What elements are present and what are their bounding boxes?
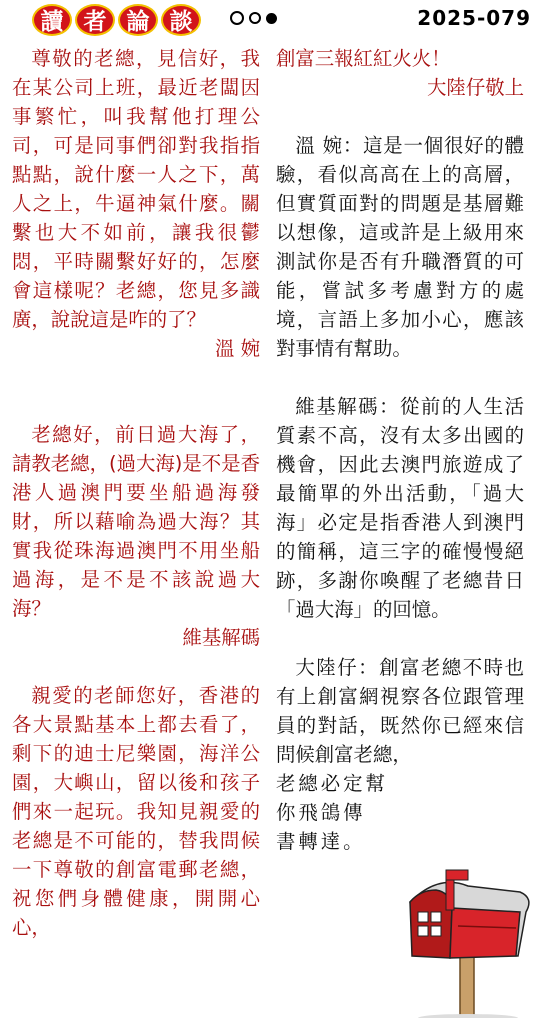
reply-2-label: 維基解碼：: [295, 395, 400, 418]
circle-outline-icon: [230, 11, 244, 25]
letter-3-continued: 創富三報紅紅火火！: [276, 47, 451, 70]
column-title-badges: [32, 4, 201, 36]
reply-3: [276, 653, 524, 769]
reply-1-label: 溫 婉：: [295, 134, 364, 157]
reply-3-tail-line: 老總必定幫: [276, 772, 388, 795]
reply-2: [276, 392, 524, 624]
title-badge-1: 讀: [32, 4, 72, 36]
column-header: [0, 0, 545, 40]
letter-2-text: 老總好，前日過大海了，請教老總，(過大海)是不是香港人過澳門要坐船過海發財，所以藉喻為過大海？其實我從珠海過澳門不用坐船過海，是不是不該說過大海？: [12, 423, 260, 620]
spacer: [276, 102, 524, 131]
letter-2-signature: 維基解碼: [182, 626, 260, 649]
mailbox-icon: [398, 868, 538, 1018]
decorative-dots: [230, 11, 277, 25]
letter-1-signature: 溫 婉: [215, 337, 260, 360]
issue-number: 2025-079: [417, 6, 531, 30]
reply-1: [276, 131, 524, 363]
reply-1-text: 這是一個很好的體驗，看似高高在上的高層，但實質面對的問題是基層難以想像，這或許是上級用來測試你是否有升職潛質的可能，嘗試多考慮對方的處境，言語上多加小心，應該對事情有幫助。: [276, 134, 525, 360]
circle-filled-icon: [266, 13, 277, 24]
reply-3-tail: [276, 769, 402, 856]
reply-3-tail-line: 你飛鴿傳: [276, 801, 366, 824]
letter-1-text: 尊敬的老總，見信好，我在某公司上班，最近老闆因事繁忙，叫我幫他打理公司，可是同事們卻對我指指點點，說什麼一人之下，萬人之上，牛逼神氣什麼。關繫也大不如前，讓我很鬱悶，平時關繫好好的，怎麼會這樣呢？老總，您見多識廣，說說這是咋的了？: [12, 47, 260, 331]
right-column: [276, 44, 524, 856]
spacer: [276, 624, 524, 653]
left-column: [12, 44, 260, 942]
circle-outline-icon: [249, 12, 261, 24]
spacer: [12, 363, 260, 392]
spacer: [12, 652, 260, 681]
reply-3-label: 大陸仔：: [295, 656, 380, 679]
spacer: [276, 363, 524, 392]
title-badge-4: 談: [161, 4, 201, 36]
title-badge-2: 者: [75, 4, 115, 36]
letter-3-signature: 大陸仔敬上: [427, 76, 524, 99]
reply-3-text: 創富老總不時也有上創富網視察各位跟管理員的對話，既然你已經來信問候創富老總，: [276, 656, 524, 766]
reply-2-text: 從前的人生活質素不高，沒有太多出國的機會，因此去澳門旅遊成了最簡單的外出活動，「過大海」必定是指香港人到澳門的簡稱，這三字的確慢慢絕跡，多謝你喚醒了老總昔日「過大海」的回憶。: [276, 395, 524, 621]
spacer: [12, 392, 260, 420]
reply-3-tail-line: 書轉達。: [276, 830, 366, 853]
title-badge-3: 論: [118, 4, 158, 36]
letter-3-text: 親愛的老師您好，香港的各大景點基本上都去看了，剩下的迪士尼樂園，海洋公園，大嶼山，留以後和孩子們來一起玩。我知見親愛的老總是不可能的，替我問候一下尊敬的創富電郵老總，祝您們身體健康，開開心心，: [12, 684, 260, 939]
